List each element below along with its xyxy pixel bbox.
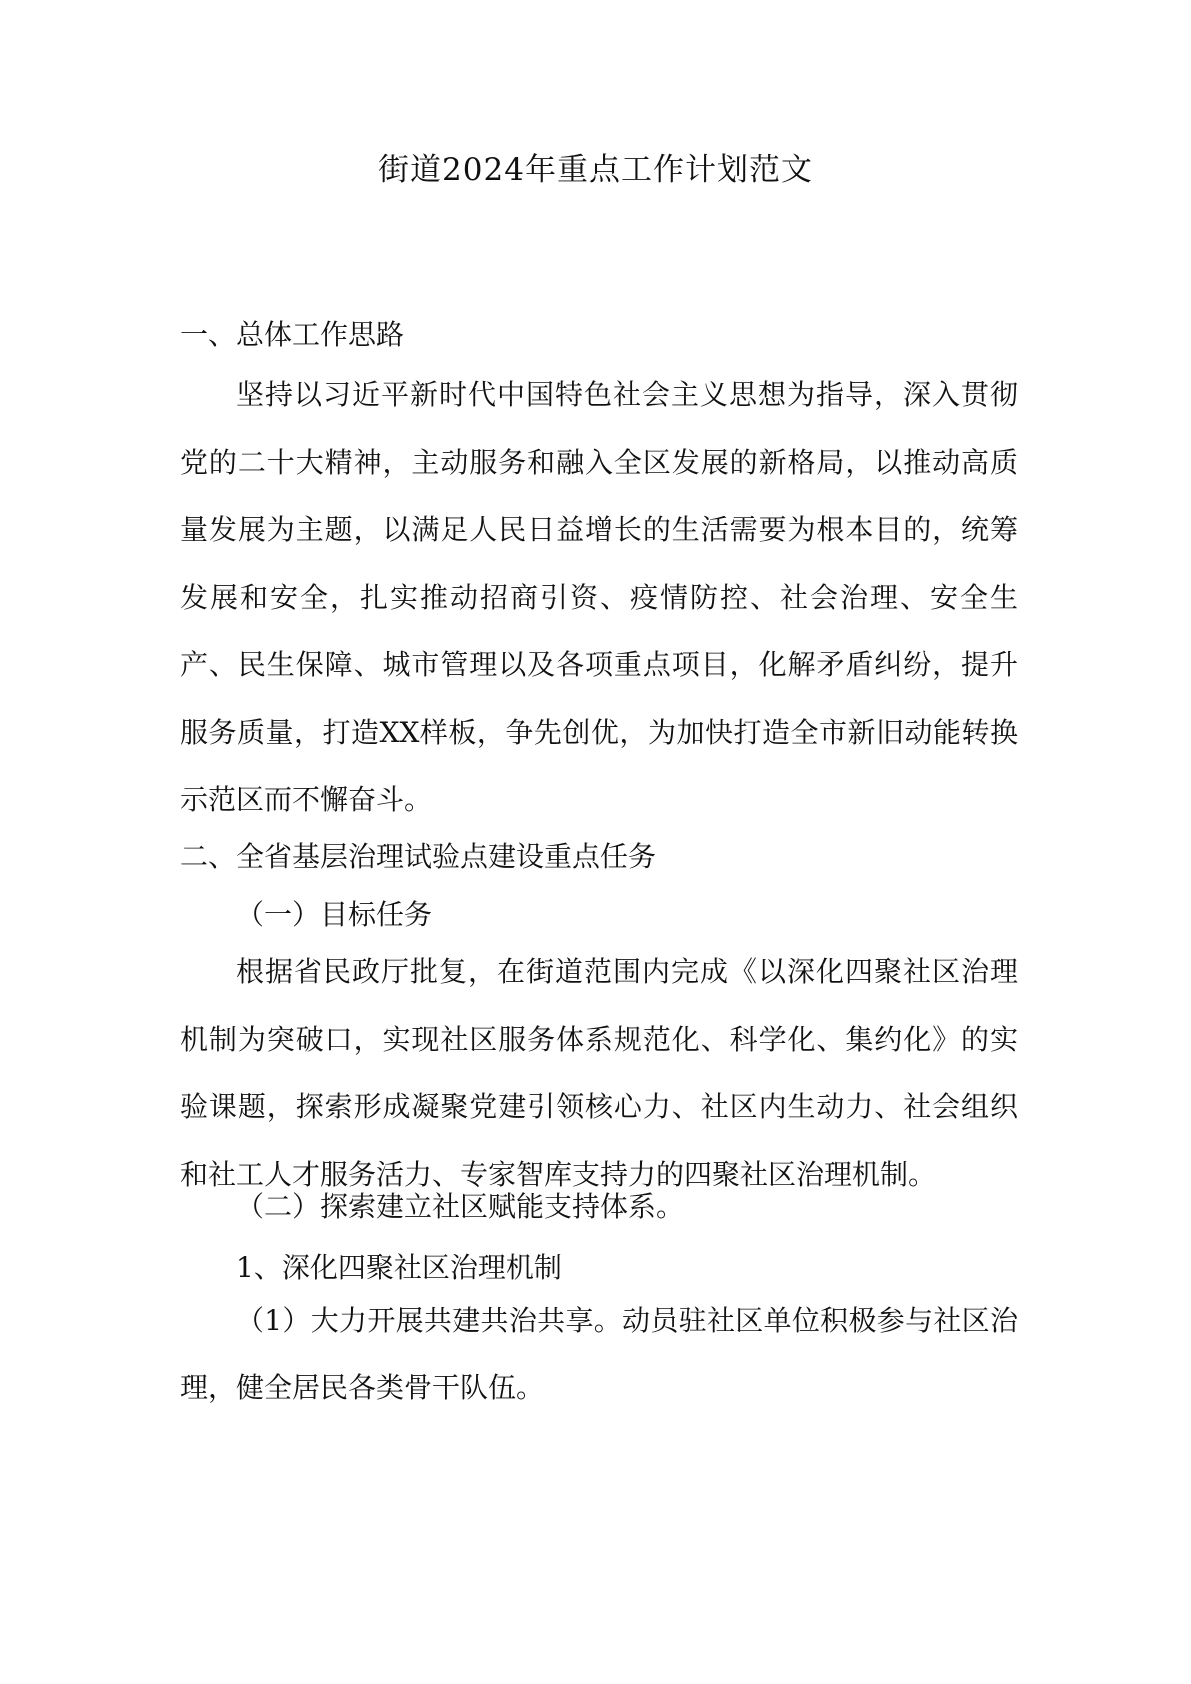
item-paragraph-1: （1）大力开展共建共治共享。动员驻社区单位积极参与社区治理，健全居民各类骨干队伍。	[180, 1304, 1018, 1404]
subsection-heading-2: （二）探索建立社区赋能支持体系。	[236, 1190, 685, 1223]
item-heading-1: 1、深化四聚社区治理机制	[236, 1251, 562, 1284]
document-title: 街道2024年重点工作计划范文	[378, 152, 813, 188]
section-heading-2: 二、全省基层治理试验点建设重点任务	[180, 840, 657, 873]
section-heading-1: 一、总体工作思路	[180, 318, 405, 351]
subsection-heading-1: （一）目标任务	[236, 898, 433, 931]
section-paragraph-1: 坚持以习近平新时代中国特色社会主义思想为指导，深入贯彻党的二十大精神，主动服务和融入全区发展的新格局，以推动高质量发展为主题，以满足人民日益增长的生活需要为根本目的，统筹发展和安全，扎实推动招商引资、疫情防控、社会治理、安全生产、民生保障、城市管理以及各项重点项目，化解矛盾纠纷，提升服务质量，打造XX样板，争先创优，为加快打造全市新旧动能转换示范区而不懈奋斗。	[180, 378, 1018, 816]
subsection-paragraph-1: 根据省民政厅批复，在街道范围内完成《以深化四聚社区治理机制为突破口，实现社区服务体系规范化、科学化、集约化》的实验课题，探索形成凝聚党建引领核心力、社区内生动力、社会组织和社工人才服务活力、专家智库支持力的四聚社区治理机制。	[180, 955, 1018, 1191]
